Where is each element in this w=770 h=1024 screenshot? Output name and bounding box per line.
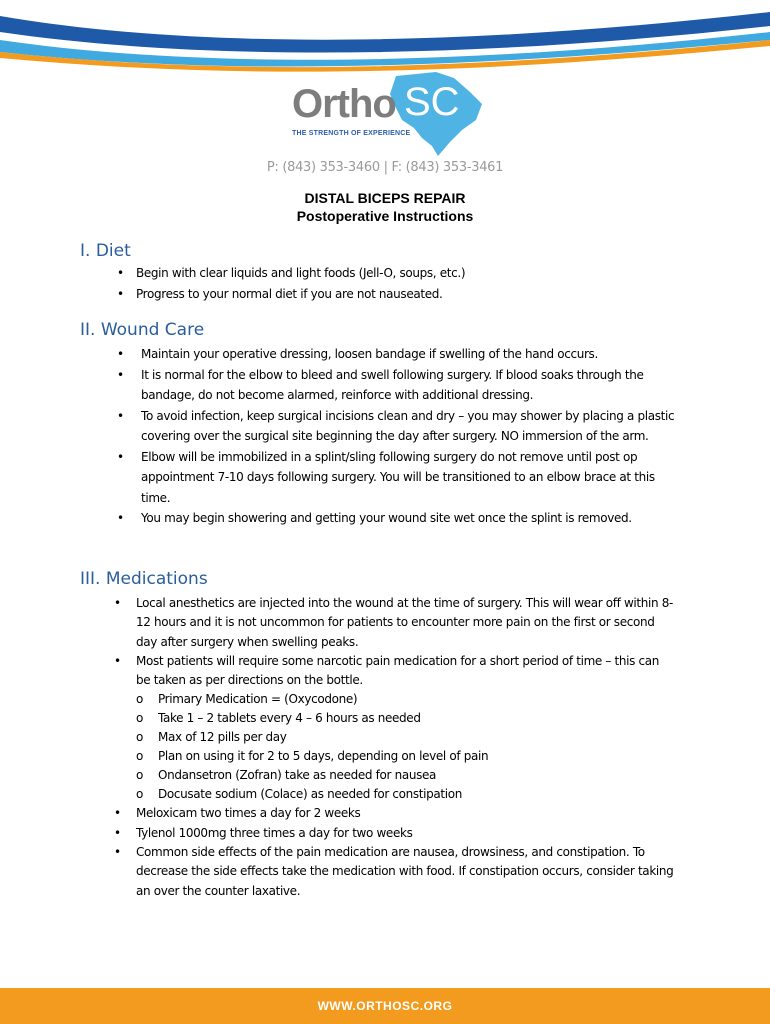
list-item: • Most patients will require some narcotic pain medication for a short period of time – this can be taken as per directions on the bottle. o Primary Medication = (Oxycodone) o Take 1 – 2 tablets every 4 – 6 hours as needed o Max of 12 pills per day o Plan on using it for 2 to 5 days, depending on level of pain o Ondansetron (Zofran) take as needed for nausea o Docusate sodium (Colace) as needed for constipation <box>114 652 674 805</box>
circle-bullet-icon: o <box>136 692 143 707</box>
sub-list-item: o Max of 12 pills per day <box>136 728 674 747</box>
list-item: • Meloxicam two times a day for 2 weeks <box>114 804 674 823</box>
circle-bullet-icon: o <box>136 768 143 783</box>
diet-list <box>117 263 717 304</box>
list-item: • Maintain your operative dressing, loosen bandage if swelling of the hand occurs. <box>117 344 677 365</box>
orthosc-logo <box>286 68 486 160</box>
document-title <box>0 189 770 225</box>
sub-list-item: o Docusate sodium (Colace) as needed for constipation <box>136 785 674 804</box>
list-item: • Elbow will be immobilized in a splint/sling following surgery do not remove until post op appointment 7-10 days following surgery. You will be transitioned to an elbow brace at this time. <box>117 447 677 509</box>
bullet-icon: • <box>114 825 121 840</box>
sub-list-item: o Plan on using it for 2 to 5 days, depending on level of pain <box>136 747 674 766</box>
subtitle-line: Postoperative Instructions <box>296 208 474 224</box>
bullet-icon: • <box>114 653 121 668</box>
bullet-icon: • <box>117 347 124 361</box>
sub-list-item: o Ondansetron (Zofran) take as needed for nausea <box>136 766 674 785</box>
list-item: • It is normal for the elbow to bleed and swell following surgery. If blood soaks through the bandage, do not become alarmed, reinforce with additional dressing. <box>117 365 677 406</box>
title-line: DISTAL BICEPS REPAIR <box>304 190 466 206</box>
section-heading-medications: III. Medications <box>80 569 208 589</box>
sub-list-item: o Primary Medication = (Oxycodone) <box>136 690 674 709</box>
contact-numbers: P: (843) 353-3460 | F: (843) 353-3461 <box>266 160 504 175</box>
section-heading-wound-care: II. Wound Care <box>80 320 205 340</box>
circle-bullet-icon: o <box>136 787 143 802</box>
bullet-icon: • <box>114 806 121 821</box>
medications-list <box>114 594 674 901</box>
circle-bullet-icon: o <box>136 711 143 726</box>
bullet-icon: • <box>117 266 124 280</box>
list-item: • Progress to your normal diet if you are not nauseated. <box>117 284 717 305</box>
list-item: • Local anesthetics are injected into the wound at the time of surgery. This will wear off within 8-12 hours and it is not uncommon for patients to encounter more pain on the first or second day after surgery when swelling peaks. <box>114 596 673 649</box>
circle-bullet-icon: o <box>136 749 143 764</box>
sub-list-item: o Take 1 – 2 tablets every 4 – 6 hours as needed <box>136 709 674 728</box>
bullet-icon: • <box>117 408 124 423</box>
list-item: • Begin with clear liquids and light foods (Jell-O, soups, etc.) <box>117 263 717 284</box>
list-item: • Tylenol 1000mg three times a day for two weeks <box>114 824 674 843</box>
bullet-icon: • <box>117 449 124 464</box>
logo-sc: SC <box>404 80 460 124</box>
list-item: • To avoid infection, keep surgical incisions clean and dry – you may shower by placing a plastic covering over the surgical site beginning the day after surgery. NO immersion of the arm. <box>117 406 677 447</box>
list-item: • Common side effects of the pain medication are nausea, drowsiness, and constipation. To decrease the side effects take the medication with food. If constipation occurs, consider taking an over the counter laxative. <box>114 845 674 898</box>
list-item: • You may begin showering and getting your wound site wet once the splint is removed. <box>117 508 677 529</box>
circle-bullet-icon: o <box>136 730 143 745</box>
wound-care-list <box>117 344 677 529</box>
section-heading-diet: I. Diet <box>80 241 131 261</box>
bullet-icon: • <box>117 286 124 301</box>
footer-bar <box>0 988 770 1024</box>
bullet-icon: • <box>114 845 121 860</box>
bullet-icon: • <box>114 596 121 610</box>
logo-tagline: THE STRENGTH OF EXPERIENCE <box>292 130 411 137</box>
bullet-icon: • <box>117 367 124 382</box>
narcotic-sub-list <box>136 690 674 804</box>
bullet-icon: • <box>117 511 124 525</box>
logo-wordmark: Ortho <box>292 82 396 126</box>
website-link[interactable]: WWW.ORTHOSC.ORG <box>317 999 453 1013</box>
